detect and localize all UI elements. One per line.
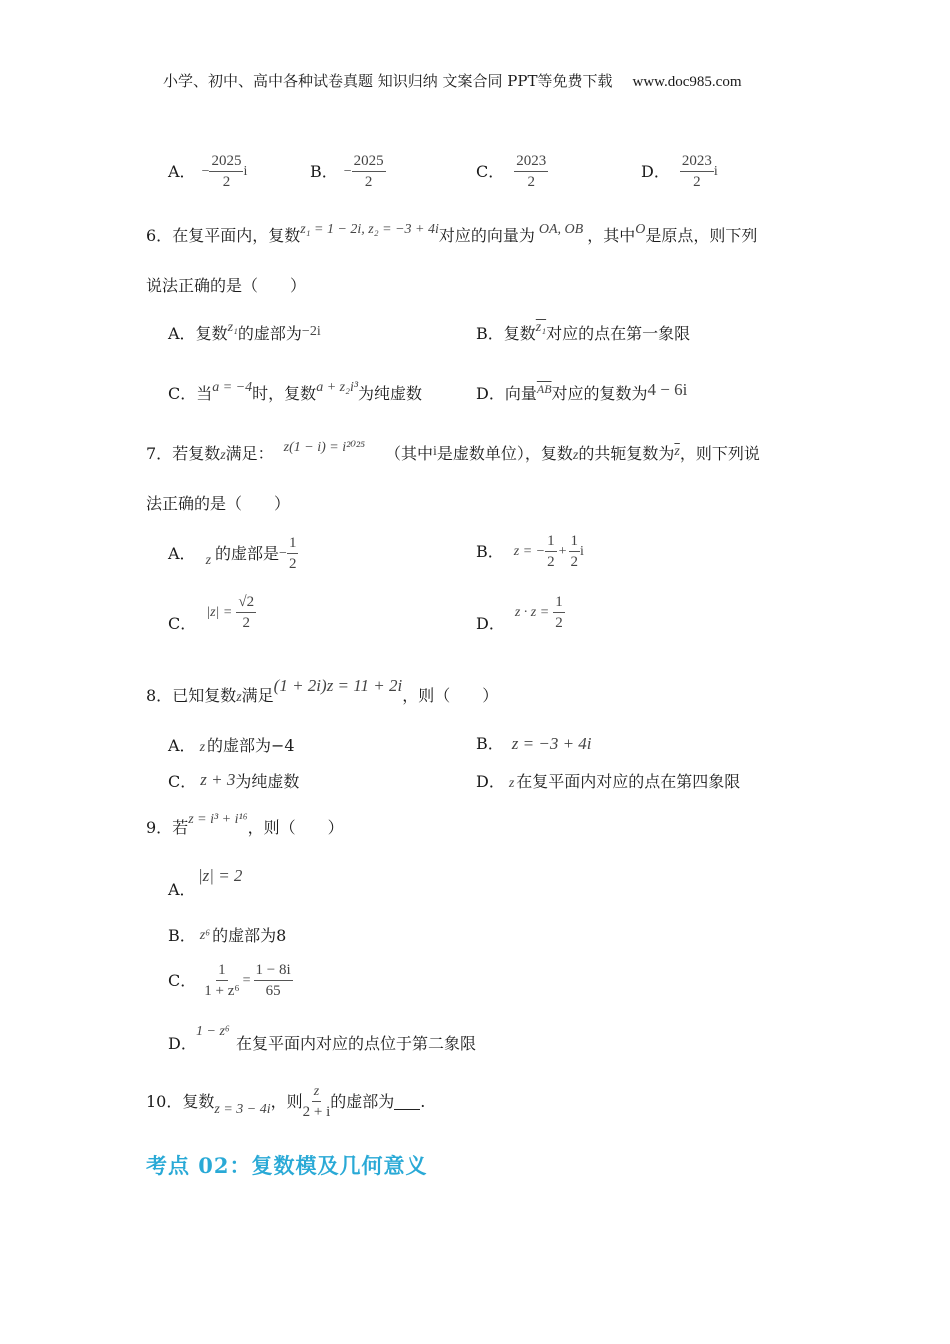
q5-option-b: B． − $\frac{2025}{2}$ — [310, 153, 384, 190]
question-10: 10． 复数 z = 3 − 4i ，则 $\frac{z}{2 + i}$ 的虚部为 . — [146, 1083, 426, 1120]
q5-option-c: C． $\frac{2023}{2}$ — [476, 153, 547, 190]
q6-option-b: B．复数z₁对应的点在第一象限 — [476, 320, 691, 343]
q8-option-b: B． z = −3 + 4i — [476, 734, 592, 753]
question-7: 7．若复数z满足： z(1 − i) = i²⁰²⁵ （其中i是虚数单位），复数z的共轭复数为$\overline{z}$，则下列说 — [146, 440, 760, 463]
q7-option-d: D． z · z = $\frac{1}{2}$ — [476, 594, 563, 633]
fraction: $\frac{2025}{2}$ — [211, 153, 242, 190]
q7-option-b: B． z = − $\frac{1}{2}$ + $\frac{1}{2}$ i — [476, 533, 584, 570]
question-8: 8．已知复数z满足(1 + 2i)z = 11 + 2i，则（ ） — [146, 676, 499, 705]
question-6: 6．在复平面内，复数z₁ = 1 − 2i, z₂ = −3 + 4i对应的向量为 OA, OB ，其中O是原点，则下列 — [146, 222, 758, 245]
header-url[interactable]: www.doc985.com — [632, 74, 742, 90]
q7-option-a: A． z 的虚部是 − $\frac{1}{2}$ — [168, 535, 297, 572]
question-6-line2: 说法正确的是（ ） — [146, 276, 307, 295]
fraction: $\frac{1}{2}$ — [288, 535, 297, 572]
q9-option-c: C． $\frac{1}{\text{1 + z⁶}}$ = $\frac{1 - 8i}{65}$ — [168, 962, 291, 999]
q5-option-d: D． $\frac{2023}{2}$ i — [641, 153, 718, 190]
q8-option-d: D． z 在复平面内对应的点在第四象限 — [476, 772, 741, 791]
header-text: 小学、初中、高中各种试卷真题 知识归纳 文案合同 PPT等免费下载 — [163, 72, 613, 90]
fraction: $\frac{1}{2}$ — [555, 594, 563, 631]
question-7-line2: 法正确的是（ ） — [146, 494, 291, 513]
fraction: $\frac{2023}{2}$ — [516, 153, 547, 190]
answer-blank[interactable] — [394, 1095, 420, 1110]
fraction: $\frac{2023}{2}$ — [681, 153, 712, 190]
q6-option-a: A．复数z₁的虚部为−2i — [168, 320, 321, 343]
fraction: $\frac{√2}{2}$ — [238, 594, 255, 631]
fraction: $\frac{z}{2 + i}$ — [302, 1083, 331, 1120]
q7-option-c: C． |z| = $\frac{√2}{2}$ — [168, 594, 255, 633]
q8-option-a: A． z 的虚部为−4 — [168, 736, 295, 755]
fraction: $\frac{1}{2}$ — [547, 533, 555, 570]
section-heading: 考点 02：复数模及几何意义 — [146, 1153, 428, 1178]
q8-option-c: C． z + 3为纯虚数 — [168, 770, 300, 791]
q6-option-c: C．当a = −4时，复数a + z₂i³为纯虚数 — [168, 380, 423, 403]
fraction: $\frac{1}{\text{1 + z⁶}}$ — [204, 962, 240, 999]
fraction: $\frac{1}{2}$ — [570, 533, 579, 570]
fraction: $\frac{2025}{2}$ — [353, 153, 384, 190]
question-9: 9．若z = i³ + i¹⁶，则（ ） — [146, 812, 344, 837]
q6-option-d: D．向量$^{\overline{AB}}$对应的复数为4 − 6i — [476, 380, 688, 403]
page-header — [163, 70, 742, 91]
q5-option-a: A． − $\frac{2025}{2}$ i — [168, 153, 248, 190]
q9-option-b: B． z⁶ 的虚部为8 — [168, 926, 287, 945]
fraction: $\frac{1 - 8i}{65}$ — [255, 962, 291, 999]
